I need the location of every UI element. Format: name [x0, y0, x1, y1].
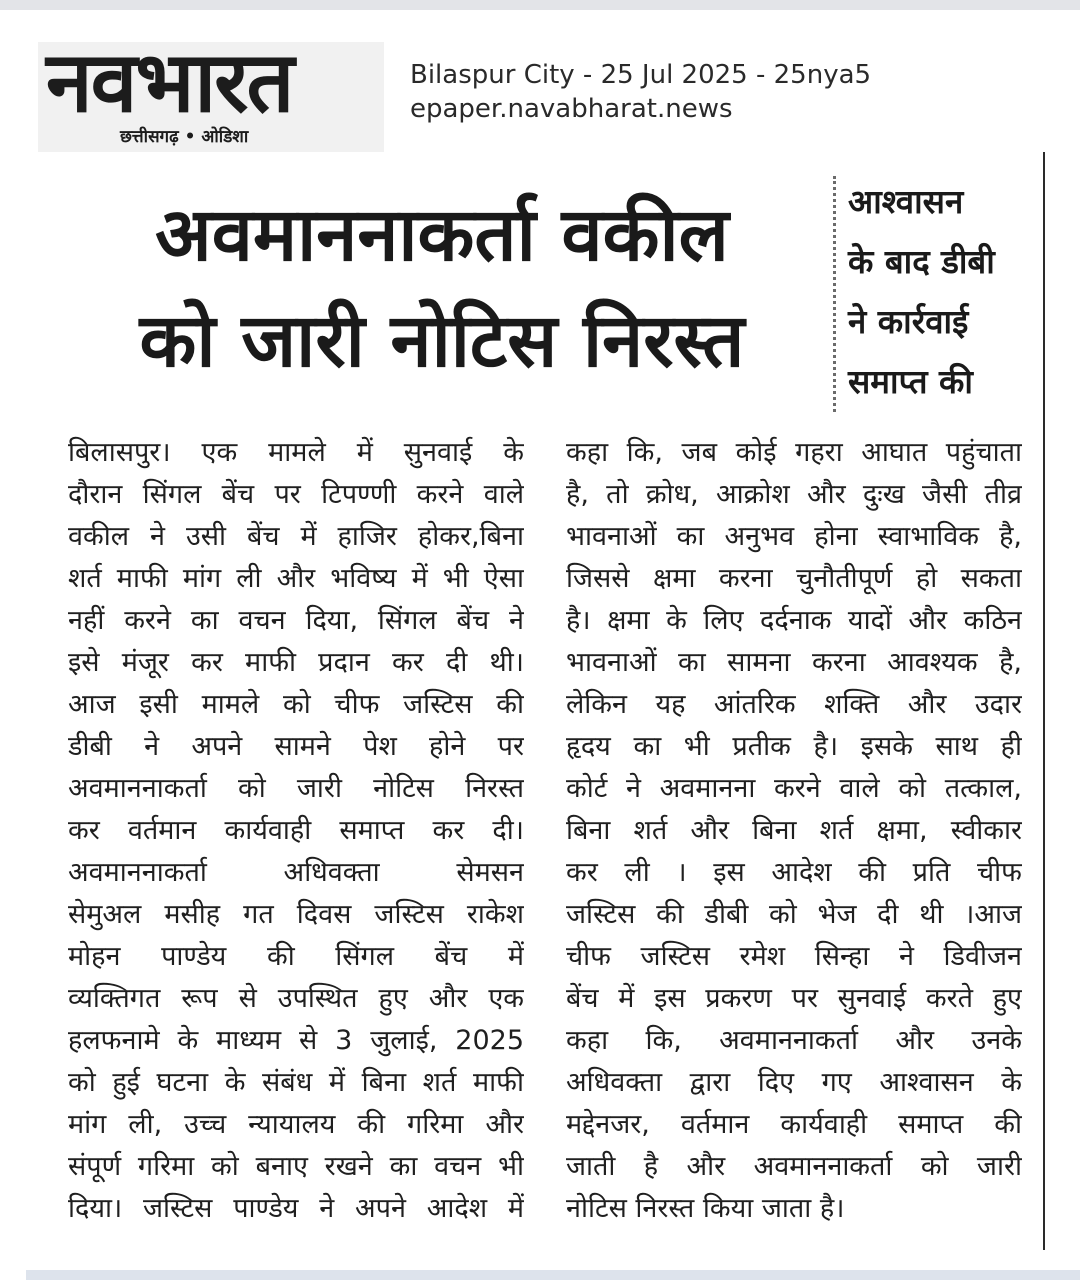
body-line: जस्टिस की डीबी को भेज दी थी ।आज [566, 899, 1022, 930]
article-column-right [566, 432, 1022, 1230]
page-right-rule [1043, 152, 1045, 1250]
body-line: इसे मंजूर कर माफी प्रदान कर दी थी। [68, 647, 524, 678]
body-line: बेंच में इस प्रकरण पर सुनवाई करते हुए [566, 983, 1022, 1014]
body-line: बिलासपुर। एक मामले में सुनवाई के [68, 437, 524, 468]
body-line: कहा कि, अवमाननाकर्ता और उनके [566, 1025, 1022, 1056]
body-line: भावनाओं का सामना करना आवश्यक है, [566, 647, 1022, 678]
body-line: है। क्षमा के लिए दर्दनाक यादों और कठिन [566, 605, 1022, 636]
article-column-left [68, 432, 524, 1230]
body-line: संपूर्ण गरिमा को बनाए रखने का वचन भी [68, 1151, 524, 1182]
body-line: कर ली । इस आदेश की प्रति चीफ [566, 857, 1022, 888]
newspaper-masthead [38, 33, 384, 152]
body-line: मांग ली, उच्च न्यायालय की गरिमा और [68, 1109, 524, 1140]
body-line: हृदय का भी प्रतीक है। इसके साथ ही [566, 731, 1022, 762]
edition-info [410, 58, 871, 126]
headline-line: अवमाननाकर्ता वकील [155, 192, 729, 278]
subhead-divider [833, 176, 836, 412]
body-line: को हुई घटना के संबंध में बिना शर्त माफी [68, 1067, 524, 1098]
body-line: वकील ने उसी बेंच में हाजिर होकर,बिना [68, 521, 524, 552]
edition-line: Bilaspur City - 25 Jul 2025 - 25nya5 [410, 60, 872, 90]
body-line: जिससे क्षमा करना चुनौतीपूर्ण हो सकता [566, 563, 1022, 594]
headline-line: को जारी नोटिस निरस्त [139, 298, 745, 384]
body-line: अवमाननाकर्ता को जारी नोटिस निरस्त [68, 773, 524, 804]
bottom-border [26, 1270, 1080, 1280]
body-line: भावनाओं का अनुभव होना स्वाभाविक है, [566, 521, 1022, 552]
body-line: लेकिन यह आंतरिक शक्ति और उदार [566, 689, 1022, 720]
body-line: नहीं करने का वचन दिया, सिंगल बेंच ने [68, 605, 524, 636]
body-line: शर्त माफी मांग ली और भविष्य में भी ऐसा [68, 563, 524, 594]
body-line: दौरान सिंगल बेंच पर टिपण्णी करने वाले [68, 479, 524, 510]
body-line: सेमुअल मसीह गत दिवस जस्टिस राकेश [68, 899, 524, 930]
body-line: कर वर्तमान कार्यवाही समाप्त कर दी। [68, 815, 524, 846]
body-line: कोर्ट ने अवमानना करने वाले को तत्काल, [566, 773, 1022, 804]
body-line: बिना शर्त और बिना शर्त क्षमा, स्वीकार [566, 815, 1022, 846]
body-line: मद्देनजर, वर्तमान कार्यवाही समाप्त की [566, 1109, 1022, 1140]
subhead-line: के बाद डीबी [848, 242, 995, 281]
article-subhead [848, 172, 1038, 412]
body-line: डीबी ने अपने सामने पेश होने पर [68, 731, 524, 762]
body-line: अवमाननाकर्ता अधिवक्ता सेमसन [68, 857, 524, 888]
newspaper-logo: नवभारत [46, 33, 293, 131]
body-line: कहा कि, जब कोई गहरा आघात पहुंचाता [566, 437, 1022, 468]
subhead-line: आश्वासन [848, 182, 964, 221]
body-line: दिया। जस्टिस पाण्डेय ने अपने आदेश में [68, 1193, 524, 1224]
body-line: है, तो क्रोध, आक्रोश और दुःख जैसी तीव्र [566, 479, 1022, 510]
subhead-line: ने कार्रवाई [848, 302, 969, 341]
body-line: नोटिस निरस्त किया जाता है। [566, 1193, 845, 1224]
body-line: मोहन पाण्डेय की सिंगल बेंच में [68, 941, 524, 972]
article-headline [62, 182, 822, 394]
body-line: चीफ जस्टिस रमेश सिन्हा ने डिवीजन [566, 941, 1022, 972]
body-line: हलफनामे के माध्यम से 3 जुलाई, 2025 [68, 1025, 524, 1056]
epaper-url: epaper.navabharat.news [410, 94, 733, 124]
newspaper-regions: छत्तीसगढ़ • ओडिशा [120, 127, 249, 147]
body-line: आज इसी मामले को चीफ जस्टिस की [68, 689, 524, 720]
body-line: अधिवक्ता द्वारा दिए गए आश्वासन के [566, 1067, 1022, 1098]
body-line: व्यक्तिगत रूप से उपस्थित हुए और एक [68, 983, 524, 1014]
body-line: जाती है और अवमाननाकर्ता को जारी [566, 1151, 1022, 1182]
top-border [0, 0, 1080, 10]
subhead-line: समाप्त की [848, 362, 973, 401]
